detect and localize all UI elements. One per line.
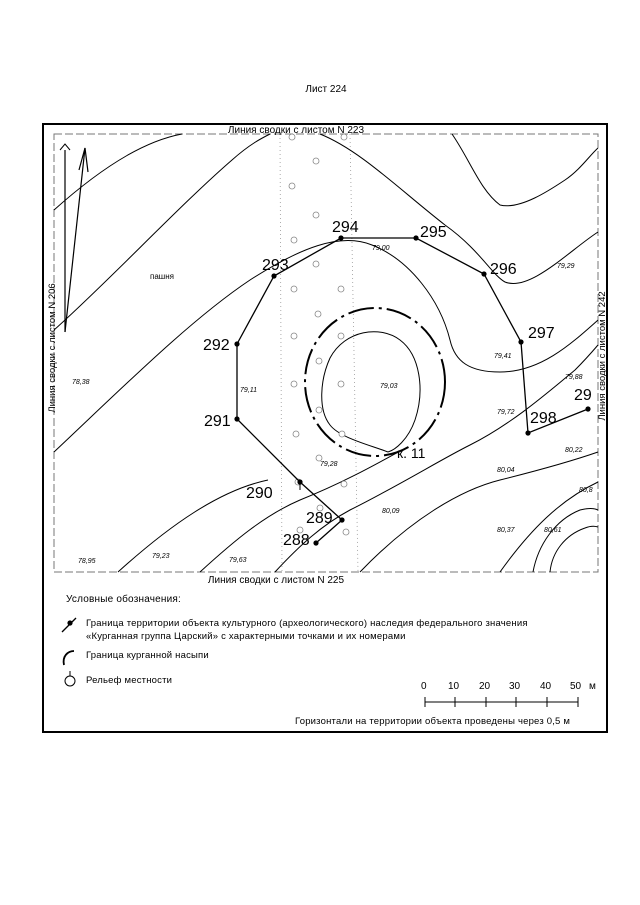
point-label-297: 297 xyxy=(528,325,555,342)
point-label-292: 292 xyxy=(203,337,230,354)
elevation-mark: 80,04 xyxy=(497,467,515,474)
edge-label-bottom: Линия сводки с листом N 225 xyxy=(207,575,345,586)
elevation-mark: 79,63 xyxy=(229,557,247,564)
point-label-299: 29 xyxy=(574,387,592,404)
boundary-point-294 xyxy=(338,235,343,240)
legend-boundary-line1: Граница территории объекта культурного (археологического) наследия федерального значения xyxy=(86,618,528,629)
boundary-point-293 xyxy=(271,273,276,278)
point-label-296: 296 xyxy=(490,261,517,278)
boundary-point-288 xyxy=(313,540,318,545)
elevation-mark: 79,11 xyxy=(240,387,257,394)
scale-tick-0: 0 xyxy=(421,681,427,692)
legend-title: Условные обозначения: xyxy=(66,594,182,605)
boundary-point-295 xyxy=(413,235,418,240)
point-label-289: 289 xyxy=(306,510,333,527)
legend-relief: Рельеф местности xyxy=(86,675,173,686)
elevation-mark: 79,72 xyxy=(497,409,515,416)
mound-label: к. 11 xyxy=(397,445,426,461)
boundary-point-292 xyxy=(234,341,239,346)
scale-unit: м xyxy=(589,681,596,692)
scale-tick-50: 50 xyxy=(570,681,582,692)
point-label-288: 288 xyxy=(283,532,310,549)
elevation-mark: 80,22 xyxy=(565,447,583,454)
elevation-mark: 78,95 xyxy=(78,558,96,565)
point-label-295: 295 xyxy=(420,224,447,241)
boundary-point-298 xyxy=(525,430,530,435)
edge-label-top: Линия сводки с листом N 223 xyxy=(227,125,365,136)
boundary-point-299 xyxy=(585,406,590,411)
contour-note: Горизонтали на территории объекта проведены через 0,5 м xyxy=(295,716,571,727)
scale-tick-20: 20 xyxy=(479,681,491,692)
sheet-title: Лист 224 xyxy=(305,84,347,95)
elevation-mark: 79,00 xyxy=(372,245,390,252)
land-use-label: пашня xyxy=(150,272,174,281)
boundary-point-291 xyxy=(234,416,239,421)
elevation-mark: 79,88 xyxy=(565,374,583,381)
legend-mound: Граница курганной насыпи xyxy=(86,650,209,661)
boundary-point-289 xyxy=(339,517,344,522)
point-label-293: 293 xyxy=(262,257,289,274)
boundary-point-296 xyxy=(481,271,486,276)
scale-tick-10: 10 xyxy=(448,681,460,692)
edge-label-left: Линия сводки с листом N 206 xyxy=(47,283,58,413)
elevation-mark: 80,37 xyxy=(497,527,515,534)
elevation-mark: 78,38 xyxy=(72,379,90,386)
point-label-290: 290 xyxy=(246,485,273,502)
boundary-point-297 xyxy=(518,339,523,344)
elevation-mark: 79,23 xyxy=(152,553,170,560)
elevation-mark: 79,29 xyxy=(557,263,575,270)
legend-boundary-line2: «Курганная группа Царский» с характерными точками и их номерами xyxy=(86,631,406,642)
elevation-mark: 80,8 xyxy=(579,487,593,494)
scale-tick-40: 40 xyxy=(540,681,552,692)
elevation-mark: 79,28 xyxy=(320,461,338,468)
elevation-mark: 79,41 xyxy=(494,353,512,360)
elevation-mark: 79,03 xyxy=(380,383,398,390)
boundary-point-290 xyxy=(297,479,302,484)
point-label-298: 298 xyxy=(530,410,557,427)
edge-label-right: Линия сводки с листом N 242 xyxy=(597,291,608,421)
elevation-mark: 80,61 xyxy=(544,527,562,534)
scale-tick-30: 30 xyxy=(509,681,521,692)
elevation-mark: 80,09 xyxy=(382,508,400,515)
point-label-291: 291 xyxy=(204,413,231,430)
point-label-294: 294 xyxy=(332,219,359,236)
